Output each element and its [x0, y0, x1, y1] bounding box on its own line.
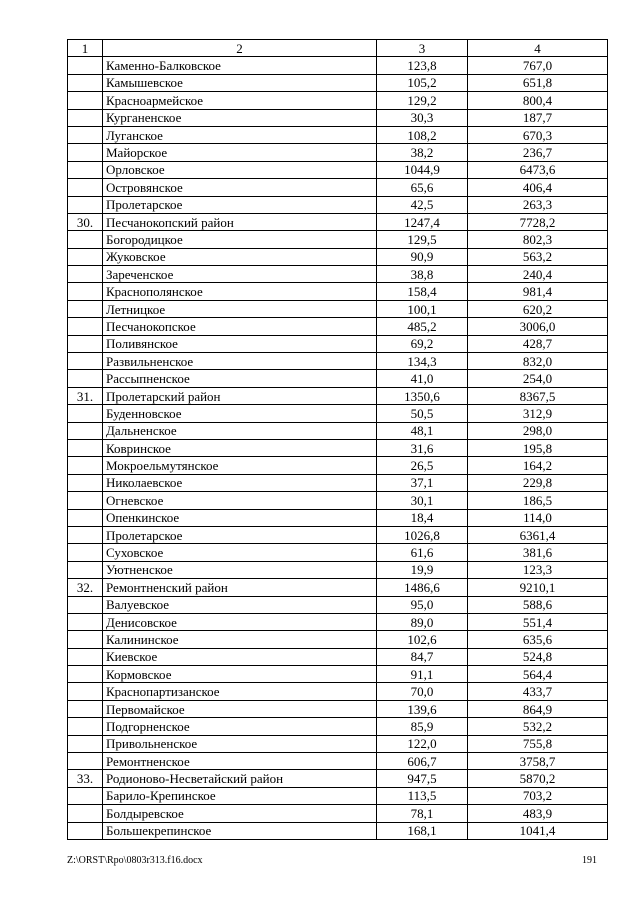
- value-col3-cell: 100,1: [377, 300, 468, 317]
- settlement-name-cell: Песчанокопское: [103, 318, 377, 335]
- value-col3-cell: 1486,6: [377, 579, 468, 596]
- row-number-cell: [68, 753, 103, 770]
- value-col3-cell: 158,4: [377, 283, 468, 300]
- settlement-name-cell: Пролетарское: [103, 526, 377, 543]
- settlement-name-cell: Орловское: [103, 161, 377, 178]
- row-number-cell: [68, 509, 103, 526]
- table-row: [68, 126, 608, 143]
- value-col4-cell: 635,6: [468, 631, 608, 648]
- value-col4-cell: 651,8: [468, 74, 608, 91]
- value-col3-cell: 19,9: [377, 561, 468, 578]
- table-row: [68, 735, 608, 752]
- row-number-cell: [68, 74, 103, 91]
- settlement-name-cell: Первомайское: [103, 700, 377, 717]
- value-col3-cell: 1247,4: [377, 213, 468, 230]
- value-col3-cell: 37,1: [377, 474, 468, 491]
- value-col3-cell: 61,6: [377, 544, 468, 561]
- table-row: [68, 422, 608, 439]
- value-col4-cell: 703,2: [468, 787, 608, 804]
- value-col3-cell: 134,3: [377, 353, 468, 370]
- settlement-name-cell: Дальненское: [103, 422, 377, 439]
- value-col4-cell: 187,7: [468, 109, 608, 126]
- value-col3-cell: 1350,6: [377, 387, 468, 404]
- table-row: [68, 753, 608, 770]
- settlement-name-cell: Барило-Крепинское: [103, 787, 377, 804]
- value-col4-cell: 6473,6: [468, 161, 608, 178]
- value-col3-cell: 84,7: [377, 648, 468, 665]
- table-row: [68, 822, 608, 839]
- value-col3-cell: 31,6: [377, 439, 468, 456]
- table-row: [68, 787, 608, 804]
- settlement-name-cell: Суховское: [103, 544, 377, 561]
- settlement-name-cell: Летницкое: [103, 300, 377, 317]
- value-col3-cell: 41,0: [377, 370, 468, 387]
- row-number-cell: [68, 109, 103, 126]
- row-number-cell: [68, 405, 103, 422]
- value-col4-cell: 7728,2: [468, 213, 608, 230]
- row-number-cell: [68, 631, 103, 648]
- settlement-name-cell: Родионово-Несветайский район: [103, 770, 377, 787]
- value-col4-cell: 551,4: [468, 613, 608, 630]
- row-number-cell: [68, 544, 103, 561]
- table-row: [68, 770, 608, 787]
- table-row: [68, 509, 608, 526]
- header-cell-col1: 1: [68, 40, 103, 57]
- settlement-name-cell: Поливянское: [103, 335, 377, 352]
- value-col4-cell: 981,4: [468, 283, 608, 300]
- settlement-name-cell: Краснопартизанское: [103, 683, 377, 700]
- table-row: [68, 300, 608, 317]
- table-row: [68, 231, 608, 248]
- row-number-cell: 31.: [68, 387, 103, 404]
- value-col4-cell: 3758,7: [468, 753, 608, 770]
- value-col3-cell: 50,5: [377, 405, 468, 422]
- row-number-cell: [68, 613, 103, 630]
- settlement-name-cell: Рассыпненское: [103, 370, 377, 387]
- table-row: [68, 92, 608, 109]
- value-col4-cell: 381,6: [468, 544, 608, 561]
- settlement-name-cell: Большекрепинское: [103, 822, 377, 839]
- footer-page-number: 191: [582, 855, 597, 866]
- value-col4-cell: 229,8: [468, 474, 608, 491]
- value-col4-cell: 195,8: [468, 439, 608, 456]
- table-row: [68, 631, 608, 648]
- table-row: [68, 492, 608, 509]
- table-row: [68, 57, 608, 74]
- value-col4-cell: 563,2: [468, 248, 608, 265]
- value-col4-cell: 5870,2: [468, 770, 608, 787]
- table-row: [68, 405, 608, 422]
- header-cell-col4: 4: [468, 40, 608, 57]
- value-col4-cell: 864,9: [468, 700, 608, 717]
- settlement-name-cell: Луганское: [103, 126, 377, 143]
- value-col3-cell: 139,6: [377, 700, 468, 717]
- value-col4-cell: 312,9: [468, 405, 608, 422]
- settlement-name-cell: Ремонтненское: [103, 753, 377, 770]
- table-row: [68, 161, 608, 178]
- settlement-name-cell: Богородицкое: [103, 231, 377, 248]
- header-cell-col3: 3: [377, 40, 468, 57]
- value-col3-cell: 30,3: [377, 109, 468, 126]
- value-col3-cell: 129,5: [377, 231, 468, 248]
- row-number-cell: [68, 596, 103, 613]
- value-col4-cell: 236,7: [468, 144, 608, 161]
- value-col4-cell: 254,0: [468, 370, 608, 387]
- row-number-cell: [68, 648, 103, 665]
- value-col4-cell: 3006,0: [468, 318, 608, 335]
- value-col3-cell: 485,2: [377, 318, 468, 335]
- value-col4-cell: 524,8: [468, 648, 608, 665]
- row-number-cell: [68, 283, 103, 300]
- settlement-name-cell: Пролетарский район: [103, 387, 377, 404]
- row-number-cell: [68, 683, 103, 700]
- table-row: [68, 109, 608, 126]
- value-col3-cell: 78,1: [377, 805, 468, 822]
- table-row: [68, 74, 608, 91]
- value-col3-cell: 108,2: [377, 126, 468, 143]
- value-col3-cell: 95,0: [377, 596, 468, 613]
- value-col4-cell: 240,4: [468, 266, 608, 283]
- table-row: [68, 144, 608, 161]
- table-row: [68, 474, 608, 491]
- value-col4-cell: 428,7: [468, 335, 608, 352]
- table-row: [68, 387, 608, 404]
- row-number-cell: [68, 787, 103, 804]
- value-col3-cell: 42,5: [377, 196, 468, 213]
- settlement-name-cell: Киевское: [103, 648, 377, 665]
- row-number-cell: [68, 457, 103, 474]
- value-col3-cell: 38,8: [377, 266, 468, 283]
- value-col4-cell: 670,3: [468, 126, 608, 143]
- settlement-name-cell: Курганенское: [103, 109, 377, 126]
- row-number-cell: [68, 335, 103, 352]
- settlement-name-cell: Ремонтненский район: [103, 579, 377, 596]
- table-header: [68, 40, 608, 57]
- row-number-cell: 33.: [68, 770, 103, 787]
- value-col3-cell: 1044,9: [377, 161, 468, 178]
- value-col3-cell: 606,7: [377, 753, 468, 770]
- value-col3-cell: 38,2: [377, 144, 468, 161]
- value-col3-cell: 30,1: [377, 492, 468, 509]
- table-row: [68, 213, 608, 230]
- table-row: [68, 457, 608, 474]
- value-col4-cell: 8367,5: [468, 387, 608, 404]
- value-col4-cell: 406,4: [468, 179, 608, 196]
- header-row: [68, 40, 608, 57]
- row-number-cell: 30.: [68, 213, 103, 230]
- settlement-name-cell: Огневское: [103, 492, 377, 509]
- value-col3-cell: 113,5: [377, 787, 468, 804]
- value-col4-cell: 800,4: [468, 92, 608, 109]
- value-col4-cell: 767,0: [468, 57, 608, 74]
- value-col4-cell: 1041,4: [468, 822, 608, 839]
- value-col3-cell: 69,2: [377, 335, 468, 352]
- table-row: [68, 718, 608, 735]
- table-row: [68, 596, 608, 613]
- value-col4-cell: 164,2: [468, 457, 608, 474]
- settlement-name-cell: Краснополянское: [103, 283, 377, 300]
- row-number-cell: [68, 718, 103, 735]
- row-number-cell: [68, 353, 103, 370]
- table-row: [68, 683, 608, 700]
- value-col3-cell: 26,5: [377, 457, 468, 474]
- settlement-name-cell: Калининское: [103, 631, 377, 648]
- row-number-cell: [68, 126, 103, 143]
- settlement-name-cell: Развильненское: [103, 353, 377, 370]
- value-col3-cell: 48,1: [377, 422, 468, 439]
- value-col4-cell: 532,2: [468, 718, 608, 735]
- value-col4-cell: 620,2: [468, 300, 608, 317]
- settlement-name-cell: Кормовское: [103, 666, 377, 683]
- table-row: [68, 318, 608, 335]
- row-number-cell: [68, 300, 103, 317]
- settlement-name-cell: Уютненское: [103, 561, 377, 578]
- row-number-cell: [68, 92, 103, 109]
- value-col3-cell: 168,1: [377, 822, 468, 839]
- value-col4-cell: 9210,1: [468, 579, 608, 596]
- settlement-name-cell: Ковринское: [103, 439, 377, 456]
- row-number-cell: [68, 526, 103, 543]
- settlement-name-cell: Опенкинское: [103, 509, 377, 526]
- value-col3-cell: 65,6: [377, 179, 468, 196]
- table-row: [68, 700, 608, 717]
- value-col4-cell: 298,0: [468, 422, 608, 439]
- value-col4-cell: 6361,4: [468, 526, 608, 543]
- row-number-cell: [68, 266, 103, 283]
- row-number-cell: [68, 561, 103, 578]
- settlement-name-cell: Жуковское: [103, 248, 377, 265]
- value-col3-cell: 123,8: [377, 57, 468, 74]
- table-row: [68, 283, 608, 300]
- settlement-name-cell: Буденновское: [103, 405, 377, 422]
- value-col3-cell: 91,1: [377, 666, 468, 683]
- value-col4-cell: 263,3: [468, 196, 608, 213]
- row-number-cell: [68, 439, 103, 456]
- row-number-cell: [68, 144, 103, 161]
- settlement-name-cell: Привольненское: [103, 735, 377, 752]
- table-row: [68, 561, 608, 578]
- table-row: [68, 579, 608, 596]
- row-number-cell: [68, 700, 103, 717]
- value-col3-cell: 947,5: [377, 770, 468, 787]
- settlement-name-cell: Подгорненское: [103, 718, 377, 735]
- table-row: [68, 526, 608, 543]
- value-col3-cell: 70,0: [377, 683, 468, 700]
- settlement-name-cell: Камышевское: [103, 74, 377, 91]
- settlement-name-cell: Островянское: [103, 179, 377, 196]
- value-col4-cell: 588,6: [468, 596, 608, 613]
- settlement-name-cell: Красноармейское: [103, 92, 377, 109]
- row-number-cell: [68, 57, 103, 74]
- value-col4-cell: 802,3: [468, 231, 608, 248]
- row-number-cell: [68, 492, 103, 509]
- row-number-cell: [68, 231, 103, 248]
- value-col4-cell: 123,3: [468, 561, 608, 578]
- row-number-cell: [68, 370, 103, 387]
- value-col4-cell: 433,7: [468, 683, 608, 700]
- table-row: [68, 439, 608, 456]
- row-number-cell: [68, 805, 103, 822]
- settlement-name-cell: Денисовское: [103, 613, 377, 630]
- value-col4-cell: 564,4: [468, 666, 608, 683]
- row-number-cell: [68, 735, 103, 752]
- header-cell-col2: 2: [103, 40, 377, 57]
- row-number-cell: [68, 422, 103, 439]
- row-number-cell: [68, 822, 103, 839]
- value-col3-cell: 102,6: [377, 631, 468, 648]
- value-col3-cell: 105,2: [377, 74, 468, 91]
- settlement-name-cell: Николаевское: [103, 474, 377, 491]
- value-col4-cell: 186,5: [468, 492, 608, 509]
- value-col3-cell: 1026,8: [377, 526, 468, 543]
- value-col3-cell: 85,9: [377, 718, 468, 735]
- data-table: [67, 39, 608, 840]
- settlement-name-cell: Каменно-Балковское: [103, 57, 377, 74]
- value-col3-cell: 89,0: [377, 613, 468, 630]
- row-number-cell: [68, 179, 103, 196]
- table-row: [68, 248, 608, 265]
- value-col3-cell: 18,4: [377, 509, 468, 526]
- table-row: [68, 370, 608, 387]
- value-col4-cell: 755,8: [468, 735, 608, 752]
- value-col4-cell: 114,0: [468, 509, 608, 526]
- value-col3-cell: 122,0: [377, 735, 468, 752]
- table-row: [68, 266, 608, 283]
- settlement-name-cell: Валуевское: [103, 596, 377, 613]
- row-number-cell: [68, 666, 103, 683]
- table-row: [68, 613, 608, 630]
- row-number-cell: [68, 474, 103, 491]
- row-number-cell: [68, 248, 103, 265]
- table-row: [68, 335, 608, 352]
- settlement-name-cell: Пролетарское: [103, 196, 377, 213]
- table-body: [68, 57, 608, 840]
- value-col3-cell: 129,2: [377, 92, 468, 109]
- row-number-cell: [68, 161, 103, 178]
- row-number-cell: [68, 196, 103, 213]
- table-row: [68, 353, 608, 370]
- footer-file-path: Z:\ORST\Rpo\0803r313.f16.docx: [67, 855, 203, 866]
- table-row: [68, 196, 608, 213]
- value-col3-cell: 90,9: [377, 248, 468, 265]
- row-number-cell: [68, 318, 103, 335]
- table-row: [68, 805, 608, 822]
- settlement-name-cell: Песчанокопский район: [103, 213, 377, 230]
- settlement-name-cell: Болдыревское: [103, 805, 377, 822]
- value-col4-cell: 483,9: [468, 805, 608, 822]
- value-col4-cell: 832,0: [468, 353, 608, 370]
- table-row: [68, 666, 608, 683]
- row-number-cell: 32.: [68, 579, 103, 596]
- settlement-name-cell: Зареченское: [103, 266, 377, 283]
- table-row: [68, 544, 608, 561]
- settlement-name-cell: Майорское: [103, 144, 377, 161]
- table-row: [68, 179, 608, 196]
- settlement-name-cell: Мокроельмутянское: [103, 457, 377, 474]
- table-row: [68, 648, 608, 665]
